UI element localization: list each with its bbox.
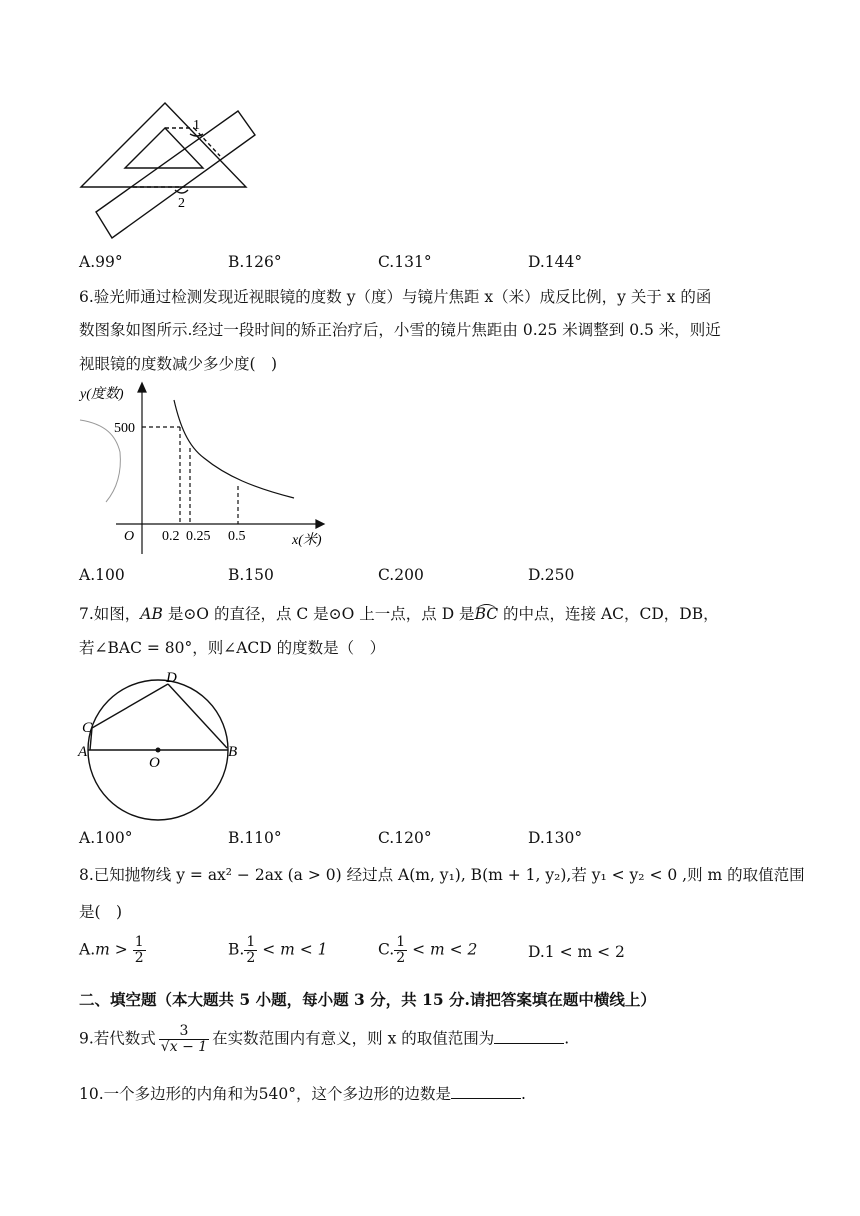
y-axis-label: y(度数) [80,387,124,402]
q8-option-d: D.1 < m < 2 [528,943,625,961]
q6-option-c: C.200 [378,566,424,584]
q7-text-e: 的中点，连接 AC，CD，DB， [498,605,719,623]
q7-arc-bc: BC [474,605,499,623]
y-tick-500: 500 [114,421,135,436]
q7-option-b: B.110° [228,829,282,847]
q7-option-c: C.120° [378,829,432,847]
section-2-heading: 二、填空题（本大题共 5 小题，每小题 3 分，共 15 分.请把答案填在题中横线上） [79,990,656,1009]
q8-opt-a-var: m > [95,940,128,959]
q9-suffix: 在实数范围内有意义，则 x 的取值范围为 [212,1029,495,1048]
q8-option-a [79,935,146,966]
q6-line-3: 视眼镜的度数减少多少度( ) [79,355,278,373]
q10-end: . [521,1085,526,1103]
q8-opt-b-prefix: B. [228,940,245,959]
q9-frac [159,1024,209,1055]
q5-option-b: B.126° [228,253,282,271]
frac-den: 2 [134,950,144,966]
q10-line [79,1082,526,1104]
q7-option-d: D.130° [528,829,583,847]
angle-label-2: 2 [178,196,185,211]
q5-option-d: D.144° [528,253,583,271]
q6-option-d: D.250 [528,566,575,584]
label-d: D [166,670,177,686]
q9-prefix: 9.若代数式 [79,1029,156,1048]
q8-opt-c-suffix: < m < 2 [412,940,478,959]
q9-frac-num: 3 [159,1024,209,1040]
q9-line [79,1024,569,1055]
frac-num: 1 [396,934,406,950]
y-axis-arrow [138,383,146,392]
q8-opt-c-frac [394,935,407,966]
x-axis-label: x(米) [292,533,322,548]
q6-line-2: 数图象如图所示.经过一段时间的矫正治疗后，小雪的镜片焦距由 0.25 米调整到 0.5 米，则近 [79,321,721,339]
q6-line-1: 6.验光师通过检测发现近视眼镜的度数 y（度）与镜片焦距 x（米）成反比例，y 关于 x 的函 [79,288,712,306]
x-axis-arrow [316,520,324,528]
q9-answer-blank[interactable] [494,1029,564,1044]
q7-line-1 [79,602,719,624]
q8-opt-a-frac [133,935,146,966]
frac-den: 2 [246,950,256,966]
q8-opt-b-suffix: < m < 1 [262,940,328,959]
q7-text-ab: AB [140,605,163,623]
frac-den: 2 [396,950,406,966]
origin-label: O [124,529,135,544]
q10-answer-blank[interactable] [451,1084,521,1099]
label-b: B [228,744,238,760]
hyperbola-curve [174,400,294,498]
q5-figure [75,98,260,240]
q10-text: 10.一个多边形的内角和为540°，这个多边形的边数是 [79,1085,451,1103]
q9-frac-den: √x − 1 [160,1039,208,1055]
q6-option-b: B.150 [228,566,274,584]
q8-option-b [228,935,328,966]
chord-db [168,684,227,748]
q8-opt-b-frac [244,935,257,966]
q7-figure [76,666,246,826]
label-a: A [78,744,88,760]
q6-option-a: A.100 [79,566,125,584]
q7-text-c: 是⊙O 的直径，点 C 是⊙O 上一点，点 D 是 [162,605,475,623]
q8-option-c [378,935,477,966]
q7-line-2: 若∠BAC = 80°，则∠ACD 的度数是（ ） [79,639,386,657]
q5-option-c: C.131° [378,253,432,271]
x-tick-0.5: 0.5 [228,529,246,544]
q5-option-a: A.99° [79,253,123,271]
frac-num: 1 [246,934,256,950]
label-c: C [82,720,93,736]
q9-end: . [564,1029,570,1048]
q6-graph [76,378,336,558]
ruler-strip [96,111,255,238]
label-o: O [149,755,160,771]
outer-triangle [81,103,246,187]
x-tick-0.25: 0.25 [186,529,211,544]
q8-line-2: 是( ) [79,903,123,921]
center-dot [156,748,161,753]
q7-text-a: 7.如图， [79,605,141,623]
q8-opt-c-prefix: C. [378,940,395,959]
q8-line-1: 8.已知抛物线 y = ax² − 2ax (a > 0) 经过点 A(m, y₁), B(m + 1, y₂),若 y₁ < y₂ < 0 ,则 m 的取值范围 [79,866,805,884]
q8-opt-a-prefix: A. [79,940,96,959]
q7-option-a: A.100° [79,829,133,847]
angle-label-1: 1 [193,118,200,133]
frac-num: 1 [134,934,144,950]
x-tick-0.2: 0.2 [162,529,180,544]
